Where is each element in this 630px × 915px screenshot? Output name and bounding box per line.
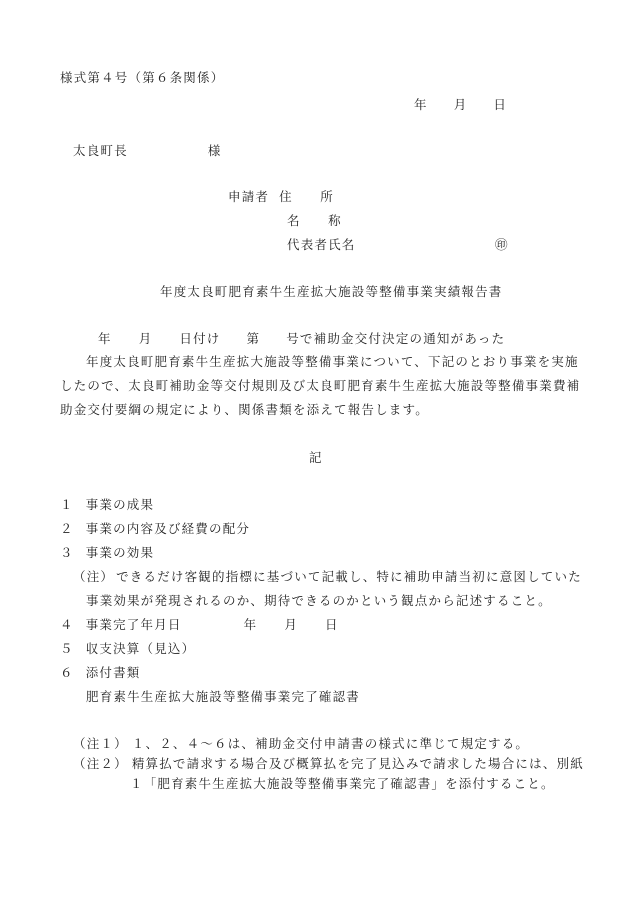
note-label: （注２） <box>73 756 128 771</box>
intro-line-3: したので、太良町補助金等交付規則及び太良町肥育素牛生産拡大施設等整備事業費補 <box>60 378 581 393</box>
addressee-name: 太良町長 <box>73 143 128 158</box>
item-number: ２ <box>60 521 74 536</box>
intro-line-4: 助金交付要綱の規定により、関係書類を添えて報告します。 <box>60 402 429 417</box>
applicant-label: 申請者 <box>228 189 270 204</box>
completion-month: 月 <box>284 617 299 632</box>
note-text: 精算払で請求する場合及び概算払を完了見込みで請求した場合には、別紙 <box>131 756 584 771</box>
completion-year: 年 <box>243 617 258 632</box>
applicant-rep-line: 代表者氏名 <box>287 237 356 252</box>
item-number: １ <box>60 497 74 512</box>
item-number: ３ <box>60 545 74 560</box>
intro-no-prefix: 第 <box>246 331 261 346</box>
addressee <box>73 143 222 159</box>
date-line <box>414 97 507 113</box>
item-text: 収支決算（見込） <box>85 641 196 656</box>
item-2 <box>60 521 250 537</box>
item-number: ５ <box>60 641 74 656</box>
date-year: 年 <box>414 97 428 112</box>
note-1 <box>73 736 529 752</box>
item-text: 事業完了年月日 <box>85 617 182 632</box>
item-text: 事業の成果 <box>85 497 155 512</box>
item-4 <box>60 617 339 633</box>
date-day: 日 <box>493 97 508 112</box>
item-5 <box>60 641 195 657</box>
effect-note-label: （注） <box>73 569 115 584</box>
note-label: （注１） <box>73 736 128 751</box>
intro-dated: 日付け <box>179 331 221 346</box>
seal-mark: ㊞ <box>495 237 509 252</box>
report-title: 年度太良町肥育素牛生産拡大施設等整備事業実績報告書 <box>160 284 503 299</box>
item-number: ６ <box>60 665 74 680</box>
item-3 <box>60 545 154 561</box>
item-text: 事業の効果 <box>85 545 155 560</box>
completion-day: 日 <box>325 617 339 632</box>
item-6 <box>60 665 141 681</box>
applicant-name-line: 名 称 <box>287 213 342 228</box>
applicant-address-line <box>228 189 334 205</box>
form-number: 様式第４号（第６条関係） <box>60 70 225 85</box>
intro-rest: 号で補助金交付決定の通知があった <box>286 331 506 346</box>
item-1 <box>60 497 154 513</box>
note-2-line-2: １「肥育素牛生産拡大施設等整備事業完了確認書」を添付すること。 <box>130 776 555 791</box>
effect-note-text: できるだけ客観的指標に基づいて記載し、特に補助申請当初に意図していた <box>116 569 582 584</box>
ki-heading: 記 <box>309 450 323 465</box>
addressee-honorific: 様 <box>207 143 222 158</box>
effect-note-line-2: 事業効果が発現されるのか、期待できるのかという観点から記述すること。 <box>86 593 552 608</box>
date-month: 月 <box>453 97 468 112</box>
item-number: ４ <box>60 617 74 632</box>
item-text: 添付書類 <box>85 665 141 680</box>
intro-line-2: 年度太良町肥育素牛生産拡大施設等整備事業について、下記のとおり事業を実施 <box>86 354 579 369</box>
note-text: １、２、４～６は、補助金交付申請書の様式に準じて規定する。 <box>131 736 530 751</box>
item-6-sub: 肥育素牛生産拡大施設等整備事業完了確認書 <box>86 689 361 704</box>
intro-month: 月 <box>138 331 153 346</box>
effect-note-line-1 <box>73 569 582 585</box>
intro-year: 年 <box>98 331 112 346</box>
item-text: 事業の内容及び経費の配分 <box>85 521 251 536</box>
address-label: 住 所 <box>279 189 334 204</box>
intro-line-1 <box>98 331 505 347</box>
note-2-line-1 <box>73 756 584 772</box>
